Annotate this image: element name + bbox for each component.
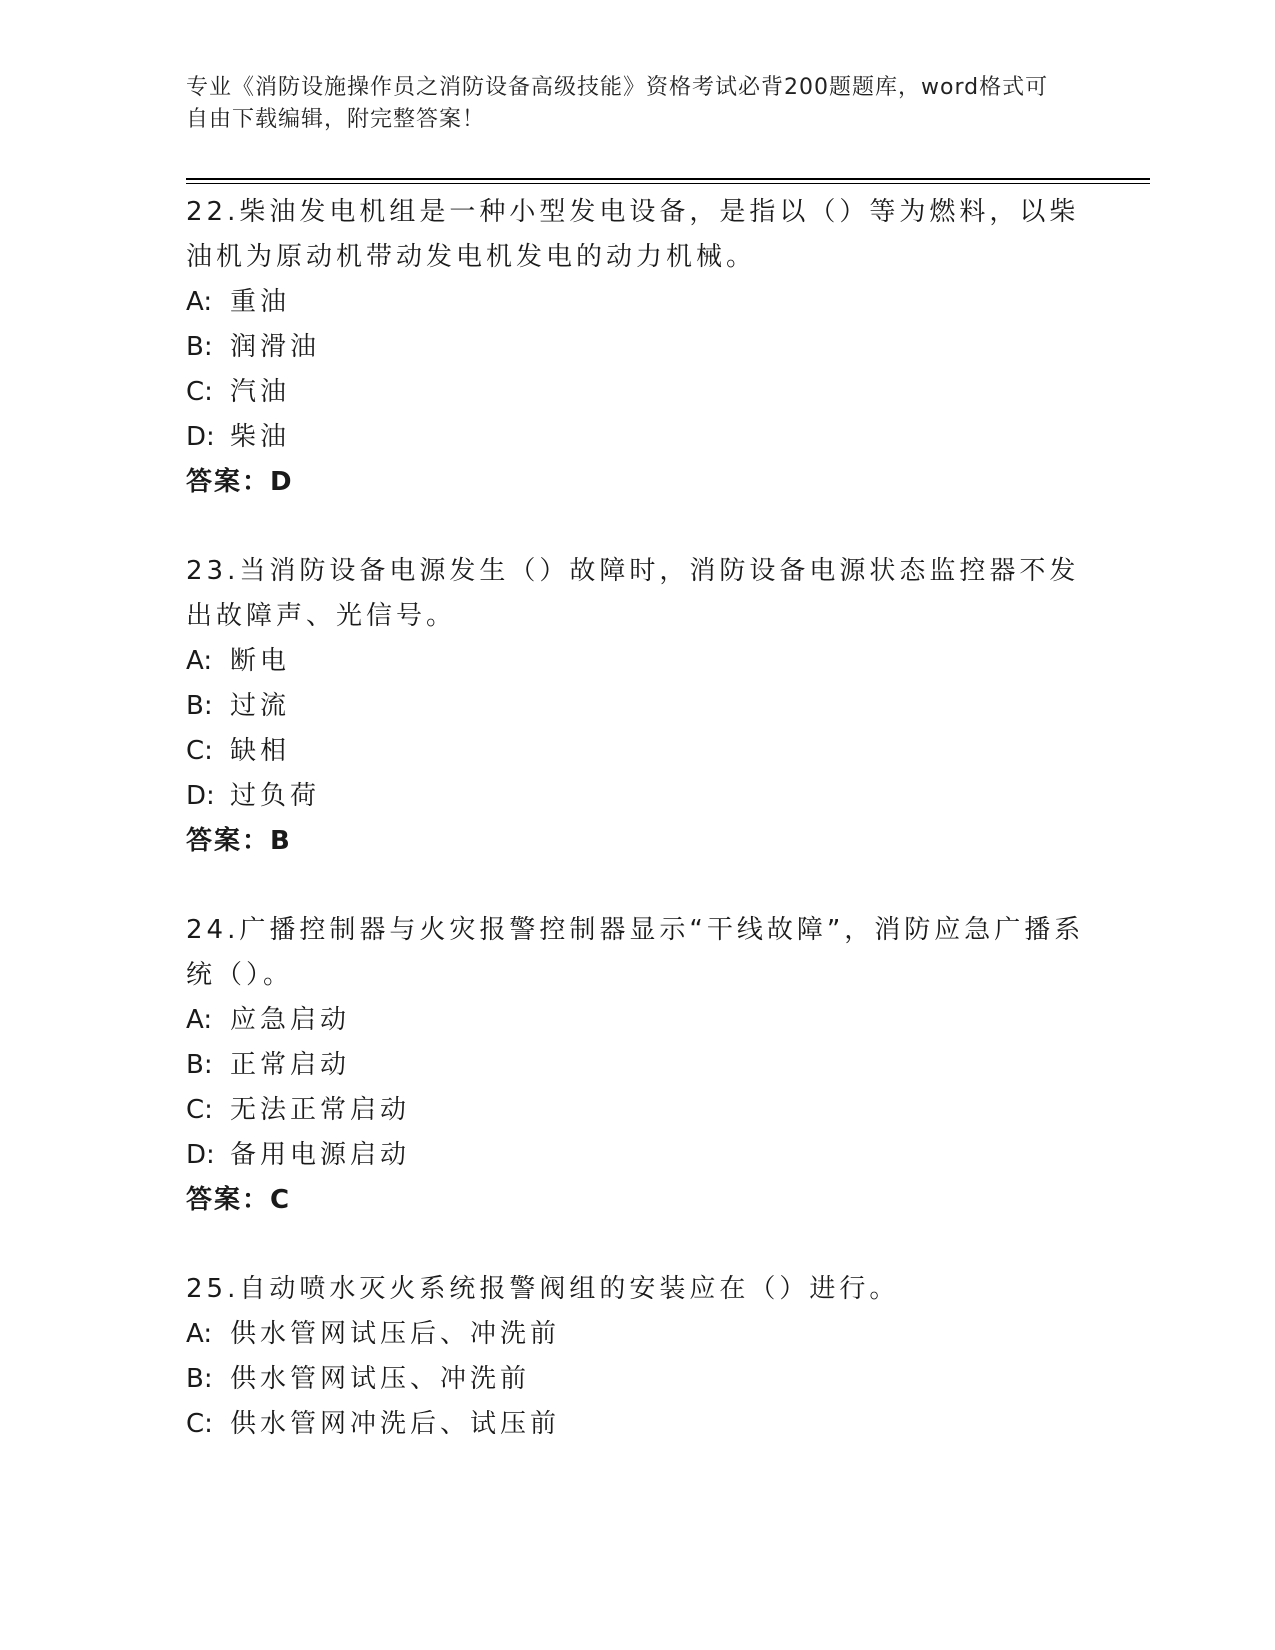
question-stem: 25.自动喷水灭火系统报警阀组的安装应在（）进行。 [186,1274,900,1304]
option-a [186,280,1086,325]
question-24 [186,908,1086,1223]
option-a [186,1312,1086,1357]
option-text: 无法正常启动 [230,1095,411,1125]
option-d [186,1133,1086,1178]
option-text: 缺相 [230,736,291,766]
question-22 [186,190,1086,505]
option-letter: B: [186,691,213,721]
option-a [186,639,1086,684]
answer-line: 答案：C [186,1185,292,1215]
option-letter: A: [186,1319,213,1349]
option-text: 润滑油 [230,332,321,362]
answer-line: 答案：D [186,467,294,497]
option-letter: C: [186,377,213,407]
option-text: 断电 [230,646,291,676]
question-25 [186,1267,1086,1447]
option-c [186,729,1086,774]
answer-line: 答案：B [186,826,292,856]
option-letter: B: [186,1050,213,1080]
option-letter: A: [186,1005,213,1035]
header-rule-thick [186,178,1150,180]
option-letter: D: [186,1140,215,1170]
option-text: 汽油 [230,377,291,407]
option-a [186,998,1086,1043]
question-stem: 23.当消防设备电源发生（）故障时，消防设备电源状态监控器不发出故障声、光信号。 [186,556,1080,631]
option-letter: A: [186,646,213,676]
option-text: 柴油 [230,422,291,452]
option-letter: B: [186,332,213,362]
option-text: 重油 [230,287,291,317]
option-text: 过流 [230,691,291,721]
option-letter: A: [186,287,213,317]
option-letter: D: [186,781,215,811]
question-23 [186,549,1086,864]
option-text: 供水管网试压、冲洗前 [230,1364,531,1394]
option-letter: B: [186,1364,213,1394]
option-d [186,774,1086,819]
option-c [186,1088,1086,1133]
question-stem: 22.柴油发电机组是一种小型发电设备，是指以（）等为燃料，以柴油机为原动机带动发电机发电的动力机械。 [186,197,1080,272]
option-d [186,415,1086,460]
option-b [186,1357,1086,1402]
option-text: 供水管网冲洗后、试压前 [230,1409,561,1439]
option-b [186,325,1086,370]
option-b [186,684,1086,729]
option-text: 应急启动 [230,1005,351,1035]
question-stem: 24.广播控制器与火灾报警控制器显示“干线故障”，消防应急广播系统（）。 [186,915,1085,990]
option-c [186,1402,1086,1447]
document-header: 专业《消防设施操作员之消防设备高级技能》资格考试必背200题题库，word格式可自由下载编辑，附完整答案！ [186,75,1049,132]
header-rule-thin [186,183,1150,184]
option-text: 供水管网试压后、冲洗前 [230,1319,561,1349]
question-list [186,190,1086,1491]
option-text: 备用电源启动 [230,1140,411,1170]
option-text: 过负荷 [230,781,321,811]
option-b [186,1043,1086,1088]
option-text: 正常启动 [230,1050,351,1080]
option-letter: C: [186,1095,213,1125]
option-letter: C: [186,736,213,766]
option-letter: D: [186,422,215,452]
option-c [186,370,1086,415]
option-letter: C: [186,1409,213,1439]
